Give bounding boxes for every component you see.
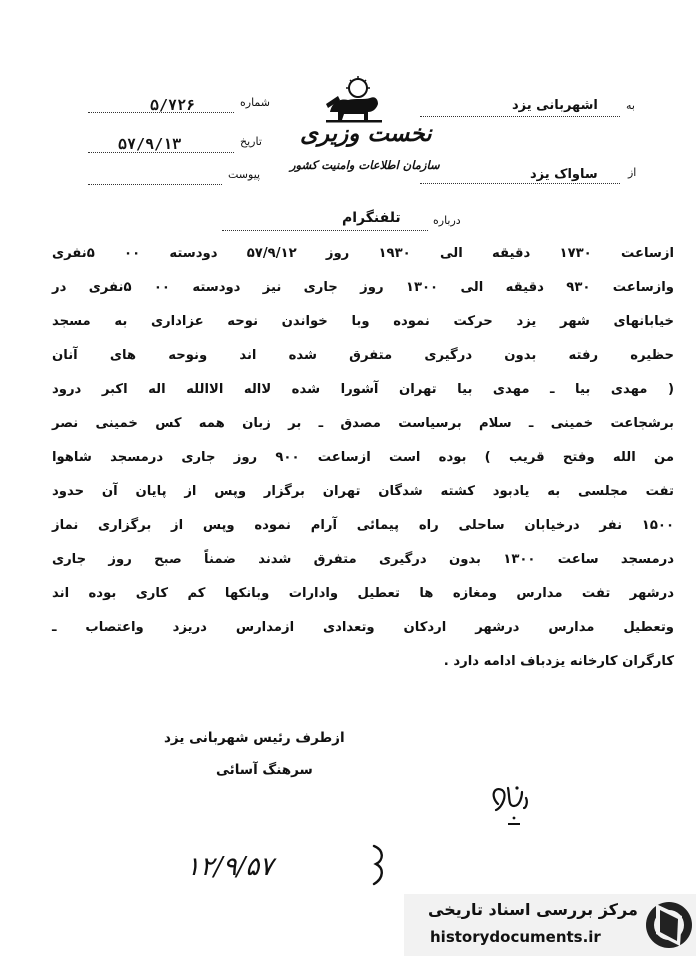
date-label: تاریخ (240, 135, 262, 148)
handwritten-note: ۱۲/۹/۵۷ (186, 852, 274, 882)
number-label: شماره (240, 96, 271, 109)
number-value: ۵/۷۲۶ (150, 96, 196, 114)
from-value: ساواک یزد (530, 167, 598, 182)
body-line: درشهر تفت مدارس ومغازه ها تعطیل وادارات وبانکها کم کاری بوده اند (52, 586, 674, 601)
subject-dotted-line (222, 230, 428, 231)
body-line: حظیره رفته بدون درگیری متفرق شده اند ونوحه های آنان (52, 348, 674, 363)
watermark (404, 894, 696, 956)
date-value: ۵۷/۹/۱۳ (118, 135, 182, 153)
subject-label: درباره (433, 214, 461, 227)
lion-and-sun-emblem-icon (318, 76, 388, 124)
body-line: ازساعت ۱۷۳۰ دقیقه الی ۱۹۳۰ روز ۵۷/۹/۱۲ دودسته ۰۰ ۵نفری (52, 246, 674, 261)
body-line: برشجاعت خمینی ـ سلام برسیاست مصدق ـ بر زبان همه کس خمینی نصر (52, 416, 674, 431)
emblem-title: نخست وزیری (300, 120, 432, 147)
body-line: درمسجد ساعت ۱۳۰۰ بدون درگیری متفرق شدند ضمناً صبح روز جاری (52, 552, 674, 567)
attachment-dotted-line (88, 184, 222, 185)
handwritten-bracket-icon (368, 842, 388, 886)
body-line: خیابانهای شهر یزد حرکت نموده وبا خواندن نوحه عزاداری به مسجد (52, 314, 674, 329)
body-line: کارگران کارخانه یزدباف ادامه دارد . (443, 654, 674, 669)
body-line: ۱۵۰۰ نفر درخیابان ساحلی راه پیمائی آرام نموده وپس از برگزاری نماز (52, 518, 674, 533)
from-label: از (628, 166, 637, 179)
body-line: من الله وفتح قریب ) بوده است ازساعت ۹۰۰ روز جاری درمسجد شاهوا (52, 450, 674, 465)
emblem-subtitle: سازمان اطلاعات وامنیت کشور (290, 158, 440, 172)
to-label: به (626, 99, 635, 112)
watermark-url: historydocuments.ir (430, 928, 601, 946)
watermark-title: مرکز بررسی اسناد تاریخی (428, 900, 638, 919)
body-line: ( مهدی بیا ـ مهدی بیا تهران آشورا شده لااله الاالله اله اکبر درود (52, 382, 674, 397)
to-dotted-line (420, 116, 620, 117)
body-line: تفت مجلسی به یادبود کشته شدگان تهران برگزار وپس از پایان آن حدود (52, 484, 674, 499)
from-dotted-line (420, 183, 620, 184)
body-line: وازساعت ۹۳۰ دقیقه الی ۱۳۰۰ روز جاری نیز دودسته ۰۰ ۵نفری در (52, 280, 674, 295)
attachment-label: پیوست (228, 168, 261, 181)
body-line: وتعطیل مدارس درشهر اردکان وتعدادی ازمدارس دریزد واعتصاب ـ (52, 620, 674, 635)
to-value: اشهربانی یزد (512, 98, 598, 113)
subject-value: تلفنگرام (342, 210, 401, 226)
signature-line-2: سرهنگ آسائی (216, 762, 313, 778)
archive-logo-icon (642, 898, 694, 952)
handwritten-signature-icon (486, 778, 534, 834)
signature-line-1: ازطرف رئیس شهربانی یزد (164, 730, 345, 746)
